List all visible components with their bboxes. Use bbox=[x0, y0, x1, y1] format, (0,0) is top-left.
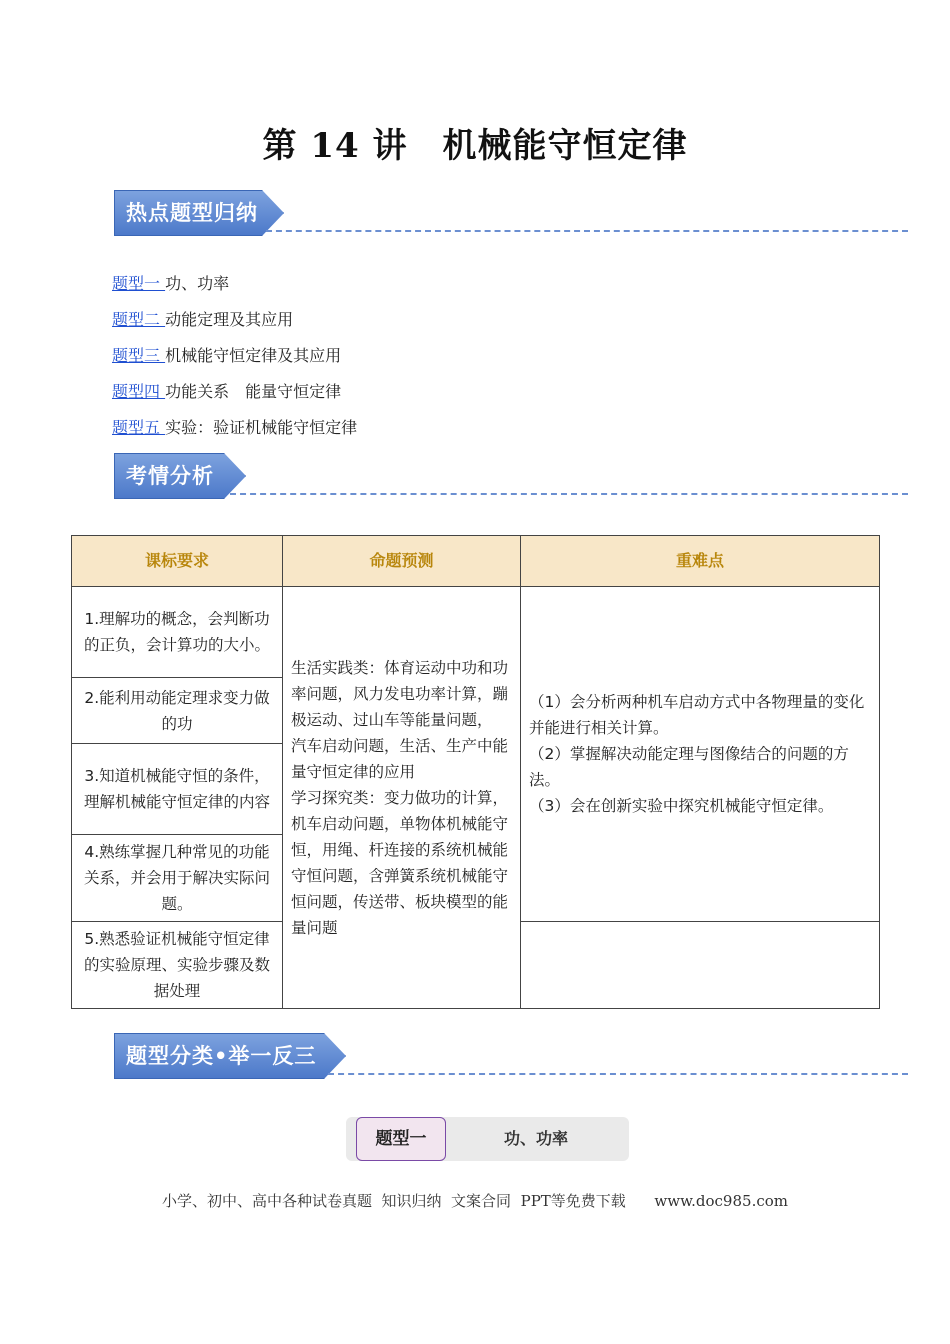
prediction-paragraph: 学习探究类：变力做功的计算，机车启动问题，单物体机械能守恒，用绳、杆连接的系统机械能守恒问题，含弹簧系统机械能守恒问题，传送带、板块模型的能量问题 bbox=[291, 788, 509, 937]
topic-list bbox=[112, 272, 357, 452]
topic-link-1[interactable]: 题型一 bbox=[112, 274, 166, 293]
empty-cell bbox=[521, 922, 880, 1009]
topic-link-4[interactable]: 题型四 bbox=[112, 382, 166, 401]
topic-link-2[interactable]: 题型二 bbox=[112, 310, 166, 329]
requirement-cell: 5.熟悉验证机械能守恒定律的实验原理、实验步骤及数据处理 bbox=[72, 922, 283, 1009]
column-header: 课标要求 bbox=[72, 536, 283, 587]
banner-label: 热点题型归纳 bbox=[126, 201, 258, 225]
topic-text: 实验：验证机械能守恒定律 bbox=[165, 418, 358, 437]
banner-label: 题型分类•举一反三 bbox=[126, 1044, 317, 1068]
topic-link-3[interactable]: 题型三 bbox=[112, 346, 166, 365]
requirement-cell: 4.熟练掌握几种常见的功能关系，并会用于解决实际问题。 bbox=[72, 835, 283, 922]
dashed-divider bbox=[266, 230, 908, 232]
type-name: 功、功率 bbox=[503, 1129, 568, 1148]
table-header-row bbox=[72, 536, 880, 587]
type-tag: 题型一 bbox=[356, 1117, 446, 1161]
requirement-cell: 1.理解功的概念，会判断功的正负，会计算功的大小。 bbox=[72, 587, 283, 678]
topic-text: 动能定理及其应用 bbox=[165, 310, 294, 329]
requirement-cell: 3.知道机械能守恒的条件，理解机械能守恒定律的内容 bbox=[72, 744, 283, 835]
column-header: 重难点 bbox=[521, 536, 880, 587]
page-title: 第 14 讲 机械能守恒定律 bbox=[262, 126, 688, 166]
dashed-divider bbox=[230, 493, 908, 495]
prediction-cell bbox=[283, 587, 521, 1009]
list-item bbox=[112, 380, 357, 416]
table-row bbox=[72, 587, 880, 678]
type-heading bbox=[346, 1117, 629, 1161]
topic-text: 功、功率 bbox=[165, 274, 230, 293]
key-points-cell bbox=[521, 587, 880, 922]
list-item bbox=[112, 272, 357, 308]
key-point: （1）会分析两种机车启动方式中各物理量的变化并能进行相关计算。 bbox=[529, 693, 865, 737]
requirement-cell: 2.能利用动能定理求变力做的功 bbox=[72, 678, 283, 744]
column-header: 命题预测 bbox=[283, 536, 521, 587]
list-item bbox=[112, 308, 357, 344]
list-item bbox=[112, 344, 357, 380]
banner-hot-types bbox=[114, 190, 914, 236]
key-point: （2）掌握解决动能定理与图像结合的问题的方法。 bbox=[529, 745, 849, 789]
dashed-divider bbox=[328, 1073, 908, 1075]
banner-exam-analysis bbox=[114, 453, 914, 499]
exam-analysis-table bbox=[71, 535, 880, 1009]
footer-text: 小学、初中、高中各种试卷真题 知识归纳 文案合同 PPT等免费下载 www.doc985.com bbox=[161, 1192, 788, 1210]
banner-label: 考情分析 bbox=[126, 464, 214, 488]
banner-type-classification bbox=[114, 1033, 914, 1079]
topic-text: 机械能守恒定律及其应用 bbox=[165, 346, 342, 365]
list-item bbox=[112, 416, 357, 452]
topic-text: 功能关系 能量守恒定律 bbox=[165, 382, 342, 401]
key-point: （3）会在创新实验中探究机械能守恒定律。 bbox=[529, 797, 834, 815]
prediction-paragraph: 生活实践类：体育运动中功和功率问题，风力发电功率计算，蹦极运动、过山车等能量问题， 汽车启动问题，生活、生产中能量守恒定律的应用 bbox=[291, 658, 509, 781]
topic-link-5[interactable]: 题型五 bbox=[112, 418, 166, 437]
